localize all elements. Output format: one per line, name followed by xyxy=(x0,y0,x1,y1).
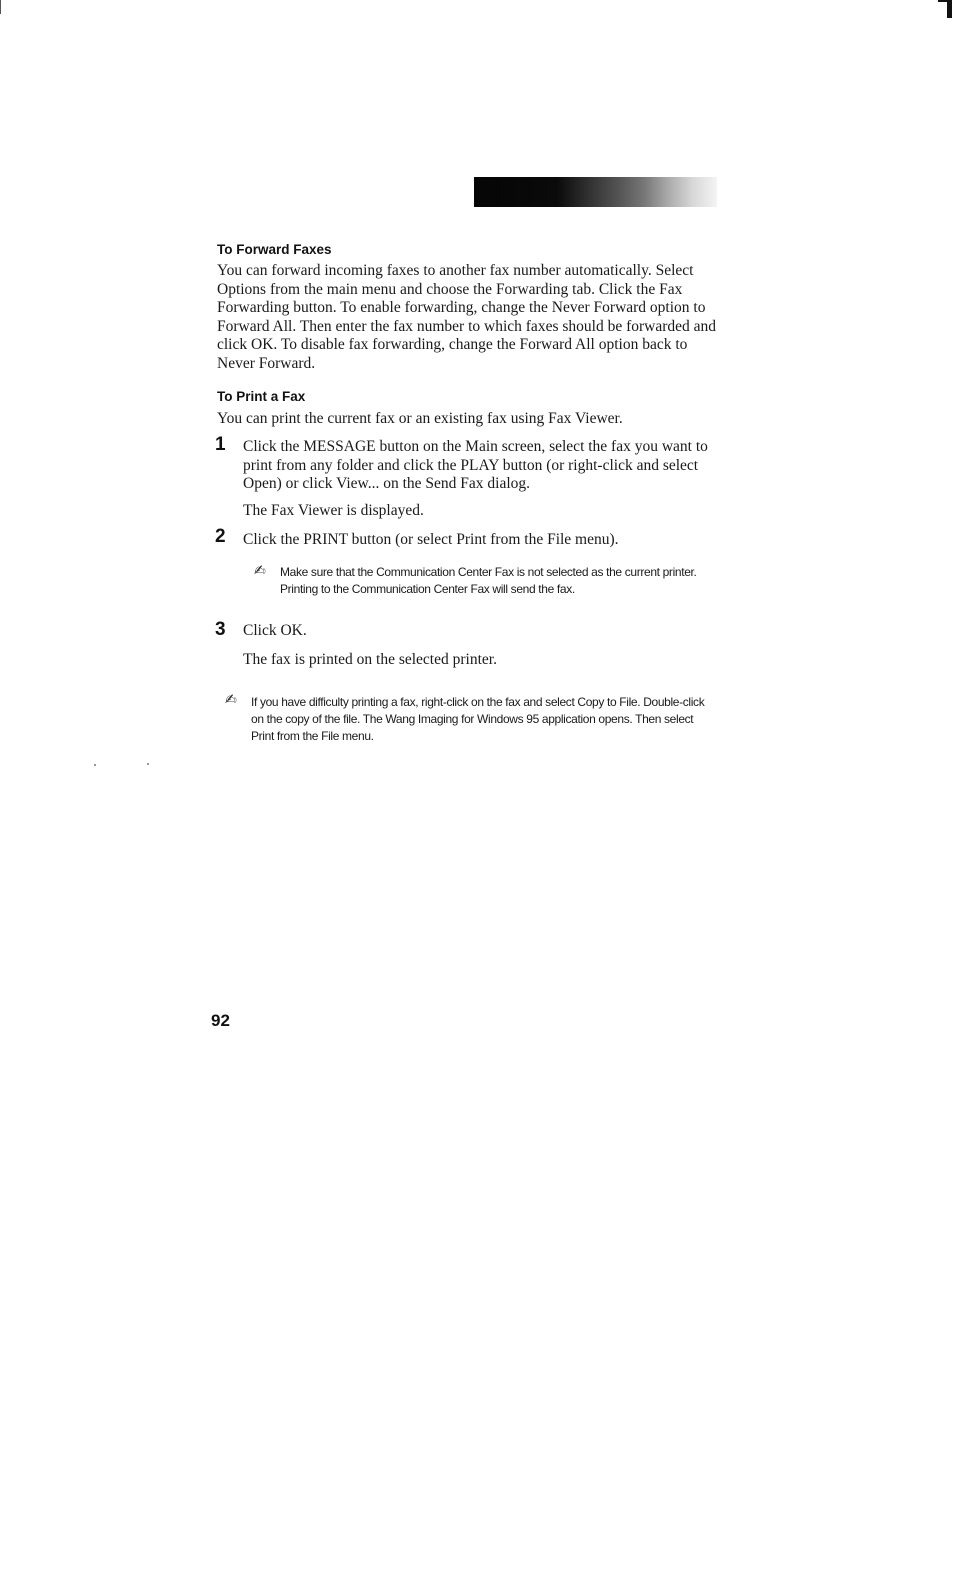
step-2-number: 2 xyxy=(215,526,226,547)
heading-print-fax: To Print a Fax xyxy=(217,389,306,404)
heading-forward-faxes: To Forward Faxes xyxy=(217,242,332,257)
note-pencil-icon: ✍ xyxy=(225,692,237,708)
step-3-number: 3 xyxy=(215,619,226,640)
forward-faxes-paragraph: You can forward incoming faxes to another fax number automatically. Select Options from the main menu and choose the Forwarding tab. Click the Fax Forwarding button. To enable forwarding, change the Never Forward option to Forward All. Then enter the fax number to which faxes should be forwarded and click OK. To disable fax forwarding, change the Forward All option back to Never Forward. xyxy=(217,262,717,372)
step-3-text: Click OK. xyxy=(243,622,307,639)
step-3-result: The fax is printed on the selected printer. xyxy=(243,651,497,668)
crop-mark-vertical xyxy=(947,0,952,18)
step-1-result: The Fax Viewer is displayed. xyxy=(243,502,424,519)
scan-edge-mark xyxy=(0,0,1,14)
scan-speck xyxy=(147,763,149,765)
step-1-text: Click the MESSAGE button on the Main screen, select the fax you want to print from any folder and click the PLAY button (or right-click and select Open) or click View... on the Send Fax dialog. xyxy=(243,438,708,492)
step-2-note: Make sure that the Communication Center Fax is not selected as the current printer. Printing to the Communication Center Fax will send the fax. xyxy=(280,565,697,596)
step-1-number: 1 xyxy=(215,434,226,455)
step-2-text: Click the PRINT button (or select Print from the File menu). xyxy=(243,531,619,548)
page-number: 92 xyxy=(211,1011,230,1030)
scan-speck xyxy=(94,764,96,766)
final-note: If you have difficulty printing a fax, right-click on the fax and select Copy to File. Double-click on the copy of the file. The Wang Imaging for Windows 95 application opens. Then select Print from the File menu. xyxy=(251,695,705,743)
print-fax-intro: You can print the current fax or an existing fax using Fax Viewer. xyxy=(217,410,623,427)
note-pencil-icon: ✍ xyxy=(254,563,266,579)
section-header-bar xyxy=(474,177,717,207)
